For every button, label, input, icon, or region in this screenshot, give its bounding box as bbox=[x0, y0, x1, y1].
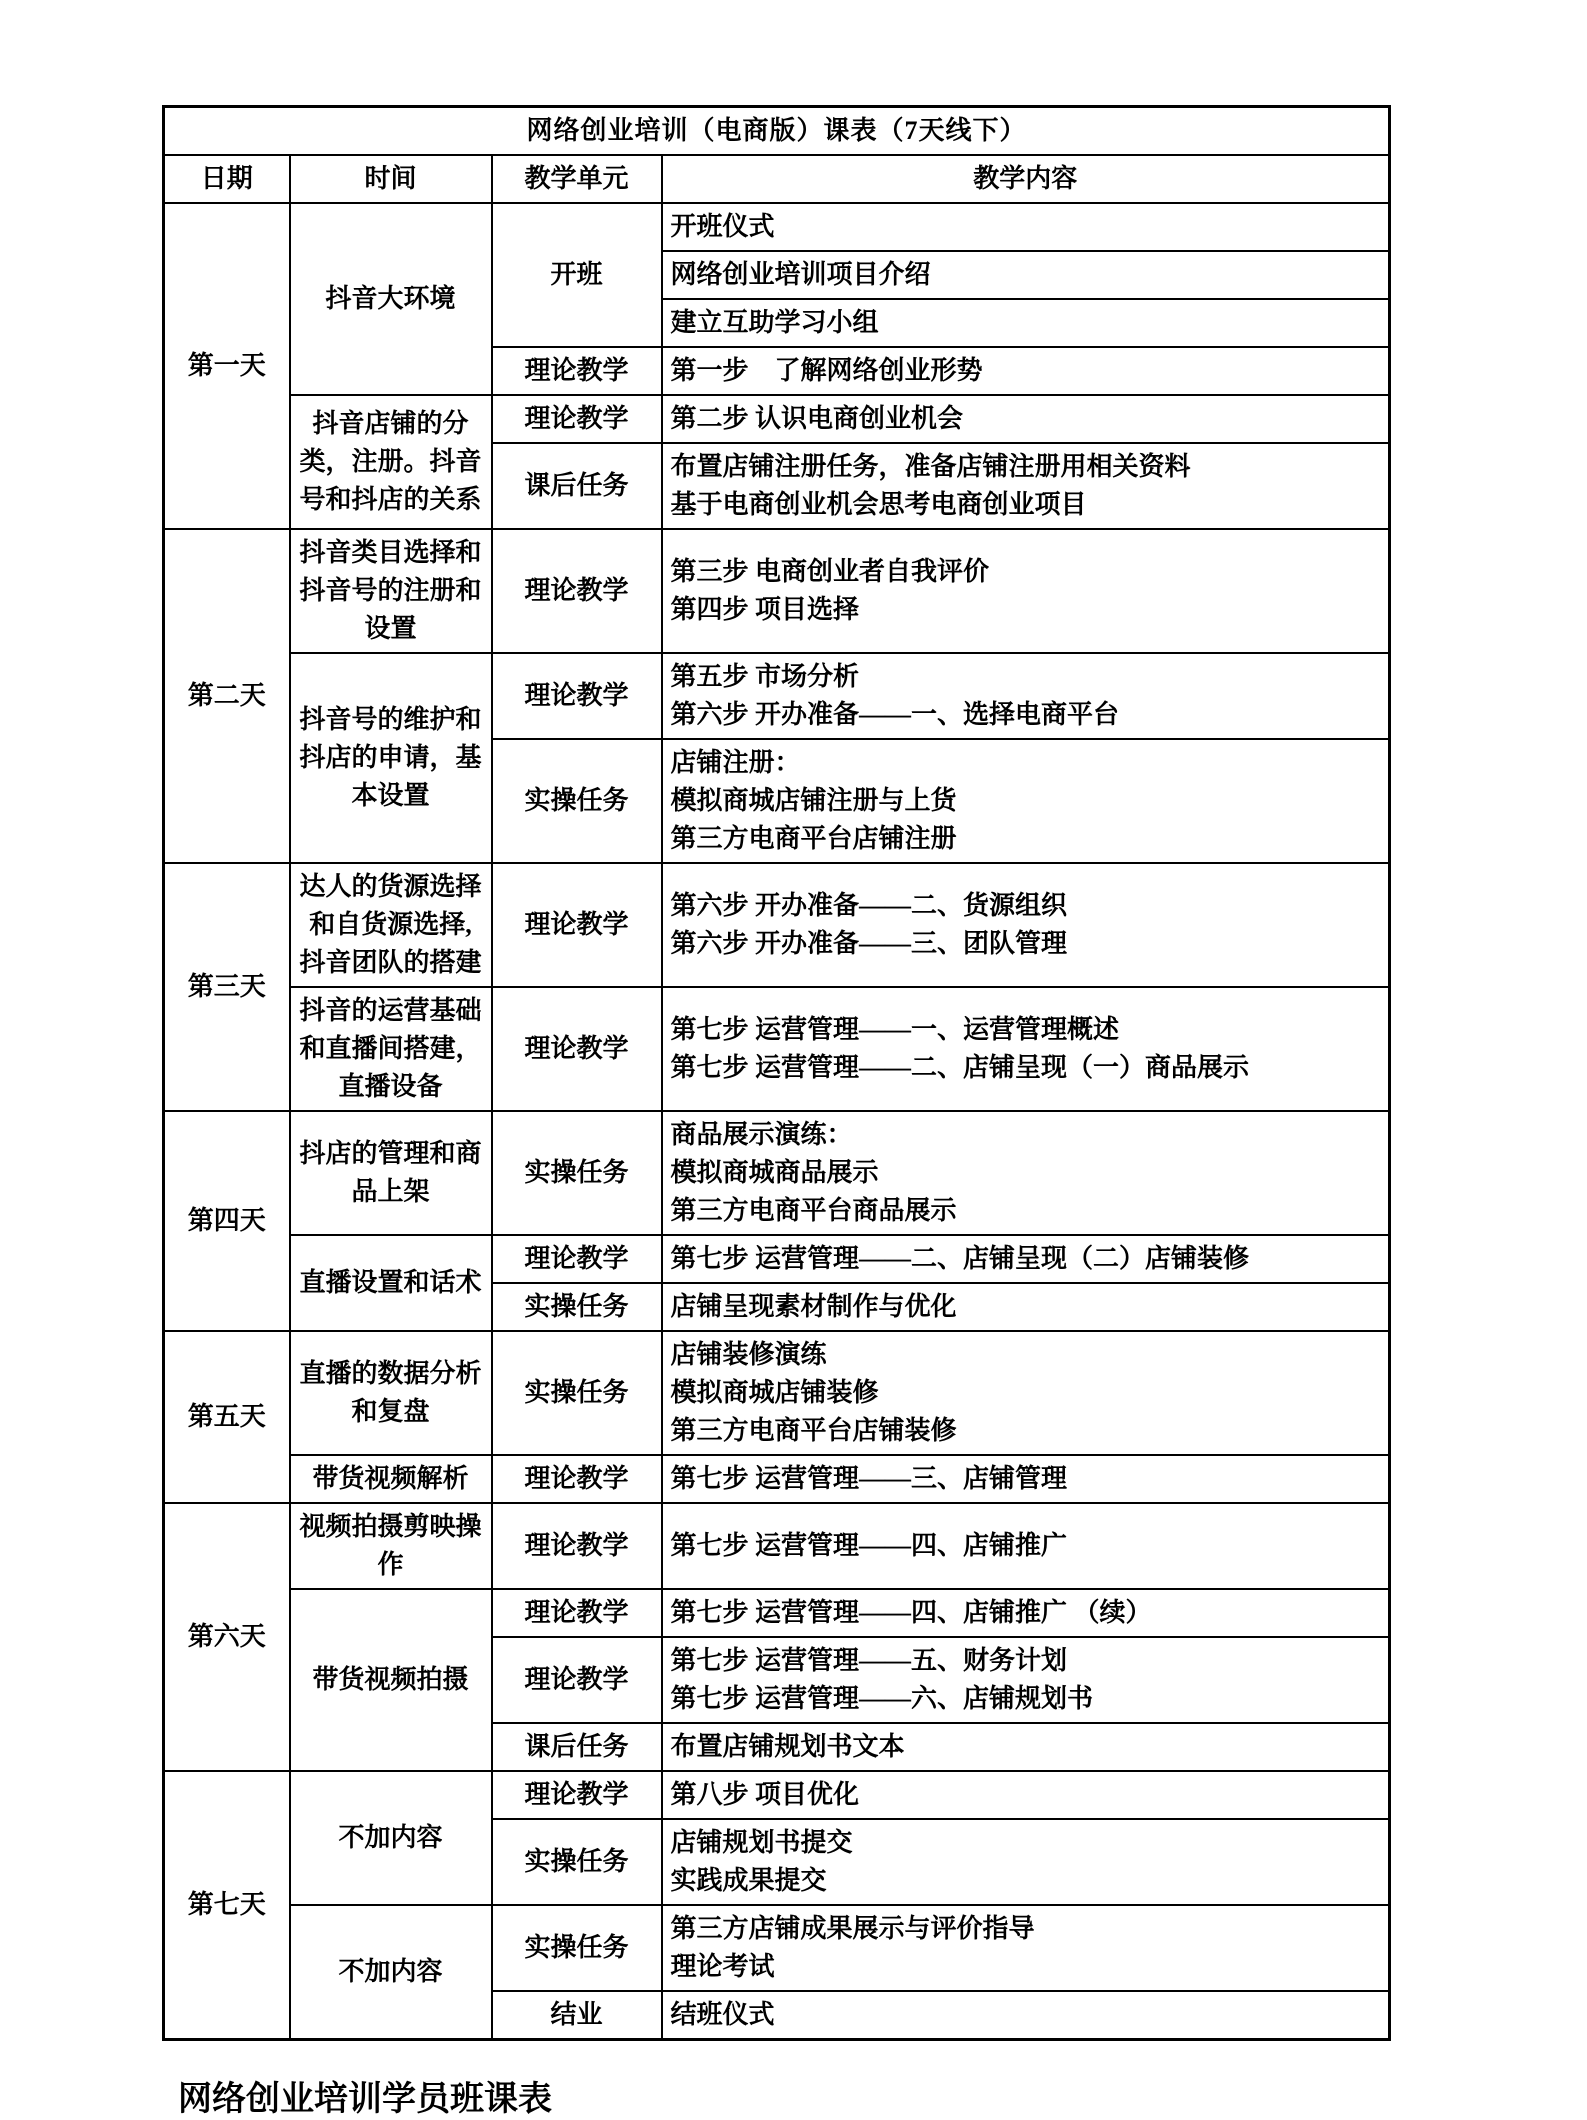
cell-unit: 实操任务 bbox=[492, 739, 662, 863]
table-row bbox=[164, 203, 1390, 251]
column-header: 教学单元 bbox=[492, 155, 662, 203]
cell-content: 第三方店铺成果展示与评价指导 理论考试 bbox=[662, 1905, 1390, 1991]
cell-unit: 理论教学 bbox=[492, 987, 662, 1111]
cell-unit: 理论教学 bbox=[492, 529, 662, 653]
cell-unit: 课后任务 bbox=[492, 1723, 662, 1771]
cell-time: 直播的数据分析和复盘 bbox=[290, 1331, 492, 1455]
cell-time: 抖音类目选择和抖音号的注册和设置 bbox=[290, 529, 492, 653]
cell-time: 达人的货源选择和自货源选择,抖音团队的搭建 bbox=[290, 863, 492, 987]
cell-date: 第一天 bbox=[164, 203, 290, 529]
cell-unit: 理论教学 bbox=[492, 395, 662, 443]
cell-time: 抖音号的维护和抖店的申请，基本设置 bbox=[290, 653, 492, 863]
cell-content: 第三步 电商创业者自我评价 第四步 项目选择 bbox=[662, 529, 1390, 653]
column-header: 日期 bbox=[164, 155, 290, 203]
table-row bbox=[164, 1235, 1390, 1283]
cell-content: 布置店铺规划书文本 bbox=[662, 1723, 1390, 1771]
cell-unit: 理论教学 bbox=[492, 1637, 662, 1723]
cell-unit: 结业 bbox=[492, 1991, 662, 2040]
table-title: 网络创业培训（电商版）课表（7天线下） bbox=[164, 107, 1390, 156]
cell-time: 带货视频解析 bbox=[290, 1455, 492, 1503]
cell-time: 不加内容 bbox=[290, 1905, 492, 2040]
cell-unit: 实操任务 bbox=[492, 1283, 662, 1331]
cell-time: 视频拍摄剪映操作 bbox=[290, 1503, 492, 1589]
cell-content: 建立互助学习小组 bbox=[662, 299, 1390, 347]
cell-time: 抖音的运营基础和直播间搭建，直播设备 bbox=[290, 987, 492, 1111]
cell-content: 第二步 认识电商创业机会 bbox=[662, 395, 1390, 443]
cell-unit: 理论教学 bbox=[492, 1455, 662, 1503]
table-header-row bbox=[164, 155, 1390, 203]
table-row bbox=[164, 863, 1390, 987]
cell-content: 第五步 市场分析 第六步 开办准备——一、选择电商平台 bbox=[662, 653, 1390, 739]
table-title-row bbox=[164, 107, 1390, 156]
cell-date: 第六天 bbox=[164, 1503, 290, 1771]
cell-content: 第七步 运营管理——四、店铺推广 bbox=[662, 1503, 1390, 1589]
schedule-table-body bbox=[164, 107, 1390, 2040]
cell-content: 第七步 运营管理——五、财务计划 第七步 运营管理——六、店铺规划书 bbox=[662, 1637, 1390, 1723]
cell-content: 店铺呈现素材制作与优化 bbox=[662, 1283, 1390, 1331]
cell-date: 第三天 bbox=[164, 863, 290, 1111]
table-row bbox=[164, 1905, 1390, 1991]
cell-content: 第八步 项目优化 bbox=[662, 1771, 1390, 1819]
cell-unit: 课后任务 bbox=[492, 443, 662, 529]
column-header: 时间 bbox=[290, 155, 492, 203]
cell-content: 结班仪式 bbox=[662, 1991, 1390, 2040]
cell-content: 第七步 运营管理——二、店铺呈现（二）店铺装修 bbox=[662, 1235, 1390, 1283]
cell-time: 不加内容 bbox=[290, 1771, 492, 1905]
cell-content: 店铺注册： 模拟商城店铺注册与上货 第三方电商平台店铺注册 bbox=[662, 739, 1390, 863]
table-row bbox=[164, 1455, 1390, 1503]
table-row bbox=[164, 987, 1390, 1111]
cell-content: 第一步 了解网络创业形势 bbox=[662, 347, 1390, 395]
cell-time: 带货视频拍摄 bbox=[290, 1589, 492, 1771]
table-row bbox=[164, 529, 1390, 653]
cell-content: 店铺装修演练 模拟商城店铺装修 第三方电商平台店铺装修 bbox=[662, 1331, 1390, 1455]
cell-unit: 实操任务 bbox=[492, 1819, 662, 1905]
cell-time: 直播设置和话术 bbox=[290, 1235, 492, 1331]
cell-unit: 理论教学 bbox=[492, 1235, 662, 1283]
cell-date: 第二天 bbox=[164, 529, 290, 863]
document-page bbox=[162, 105, 1392, 2120]
cell-content: 店铺规划书提交 实践成果提交 bbox=[662, 1819, 1390, 1905]
cell-unit: 理论教学 bbox=[492, 1589, 662, 1637]
cell-time: 抖音店铺的分类，注册。抖音号和抖店的关系 bbox=[290, 395, 492, 529]
cell-content: 布置店铺注册任务，准备店铺注册用相关资料 基于电商创业机会思考电商创业项目 bbox=[662, 443, 1390, 529]
cell-unit: 理论教学 bbox=[492, 1771, 662, 1819]
table-row bbox=[164, 1503, 1390, 1589]
column-header: 教学内容 bbox=[662, 155, 1390, 203]
cell-date: 第七天 bbox=[164, 1771, 290, 2040]
cell-unit: 理论教学 bbox=[492, 1503, 662, 1589]
table-row bbox=[164, 1589, 1390, 1637]
cell-content: 第七步 运营管理——三、店铺管理 bbox=[662, 1455, 1390, 1503]
table-row bbox=[164, 395, 1390, 443]
cell-content: 第七步 运营管理——四、店铺推广 （续） bbox=[662, 1589, 1390, 1637]
cell-date: 第四天 bbox=[164, 1111, 290, 1331]
table-row bbox=[164, 1771, 1390, 1819]
schedule-table bbox=[162, 105, 1391, 2041]
cell-time: 抖店的管理和商品上架 bbox=[290, 1111, 492, 1235]
cell-unit: 理论教学 bbox=[492, 653, 662, 739]
cell-unit: 开班 bbox=[492, 203, 662, 347]
cell-content: 第七步 运营管理——一、运营管理概述 第七步 运营管理——二、店铺呈现（一）商品展示 bbox=[662, 987, 1390, 1111]
cell-content: 商品展示演练： 模拟商城商品展示 第三方电商平台商品展示 bbox=[662, 1111, 1390, 1235]
table-row bbox=[164, 1331, 1390, 1455]
cell-time: 抖音大环境 bbox=[290, 203, 492, 395]
cell-unit: 理论教学 bbox=[492, 863, 662, 987]
cell-content: 第六步 开办准备——二、货源组织 第六步 开办准备——三、团队管理 bbox=[662, 863, 1390, 987]
cell-unit: 实操任务 bbox=[492, 1111, 662, 1235]
document-caption: 网络创业培训学员班课表 bbox=[178, 2080, 552, 2118]
cell-unit: 理论教学 bbox=[492, 347, 662, 395]
cell-unit: 实操任务 bbox=[492, 1331, 662, 1455]
cell-content: 开班仪式 bbox=[662, 203, 1390, 251]
table-row bbox=[164, 1111, 1390, 1235]
cell-content: 网络创业培训项目介绍 bbox=[662, 251, 1390, 299]
table-row bbox=[164, 653, 1390, 739]
cell-date: 第五天 bbox=[164, 1331, 290, 1503]
cell-unit: 实操任务 bbox=[492, 1905, 662, 1991]
